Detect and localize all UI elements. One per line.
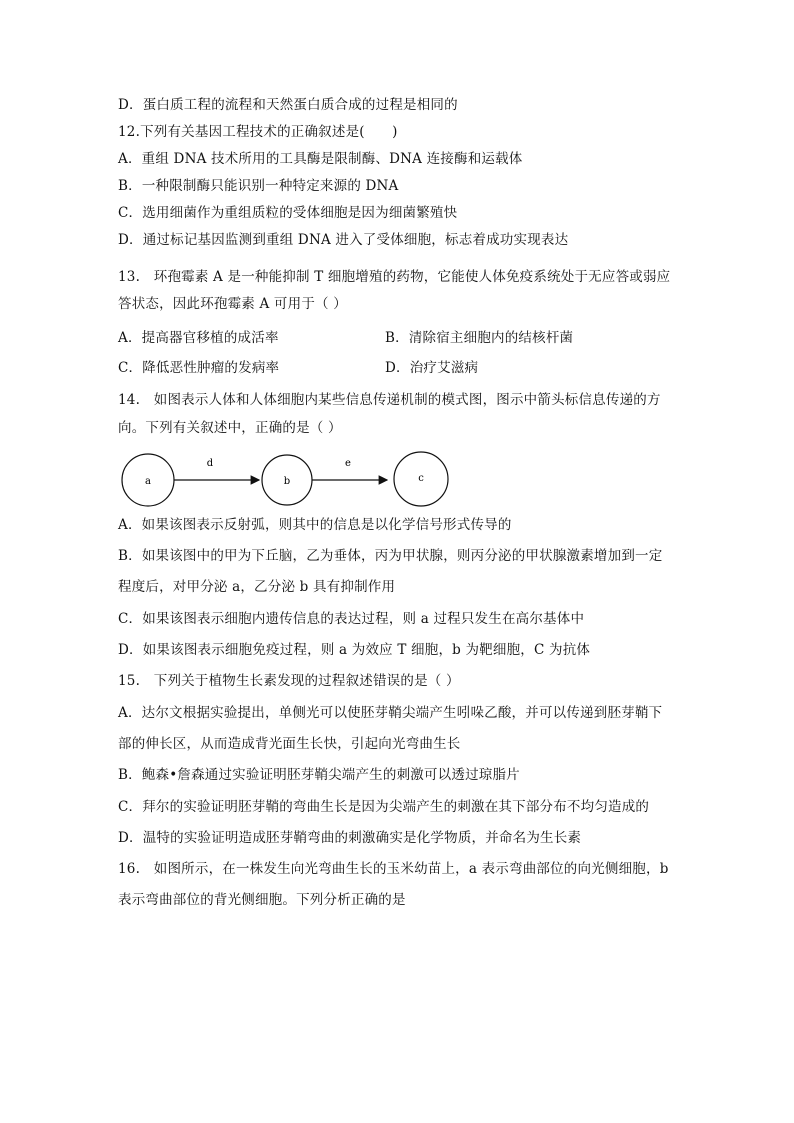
- q14-option-c: C．如果该图表示细胞内遗传信息的表达过程，则 a 过程只发生在高尔基体中: [118, 611, 585, 627]
- q12-option-d: D．通过标记基因监测到重组 DNA 进入了受体细胞，标志着成功实现表达: [118, 232, 569, 248]
- q16-stem-line1: 16. 如图所示，在一株发生向光弯曲生长的玉米幼苗上，a 表示弯曲部位的向光侧细胞，b: [118, 861, 669, 877]
- q14-stem-line1: 14. 如图表示人体和人体细胞内某些信息传递机制的模式图，图示中箭头标信息传递的方: [118, 392, 661, 408]
- signal-flow-diagram: [115, 448, 455, 510]
- arrow-d-label: d: [206, 458, 214, 469]
- q12-stem: 12.下列有关基因工程技术的正确叙述是( ): [118, 124, 398, 140]
- q12-option-c: C．选用细菌作为重组质粒的受体细胞是因为细菌繁殖快: [118, 205, 458, 221]
- node-a-label: a: [145, 476, 151, 487]
- q16-stem-line2: 表示弯曲部位的背光侧细胞。下列分析正确的是: [118, 892, 406, 908]
- q14-option-b-line1: B．如果该图中的甲为下丘脑，乙为垂体，丙为甲状腺，则丙分泌的甲状腺激素增加到一定: [118, 548, 663, 564]
- q14-option-b-line2: 程度后，对甲分泌 a，乙分泌 b 具有抑制作用: [118, 579, 396, 595]
- q13-stem-line1: 13. 环孢霉素 A 是一种能抑制 T 细胞增殖的药物，它能使人体免疫系统处于无应答或弱应: [118, 269, 671, 285]
- arrow-e-label: e: [345, 458, 351, 469]
- node-c-label: c: [418, 473, 424, 484]
- q13-option-c: C．降低恶性肿瘤的发病率: [118, 360, 280, 376]
- q15-option-b: B．鲍森•詹森通过实验证明胚芽鞘尖端产生的刺激可以透过琼脂片: [118, 767, 520, 783]
- node-b-label: b: [283, 476, 291, 487]
- q14-stem-line2: 向。下列有关叙述中，正确的是（ ）: [118, 420, 342, 436]
- q13-stem-line2: 答状态，因此环孢霉素 A 可用于（ ）: [118, 296, 347, 312]
- q14-option-d: D．如果该图表示细胞免疫过程，则 a 为效应 T 细胞，b 为靶细胞，C 为抗体: [118, 642, 591, 658]
- q12-option-a: A．重组 DNA 技术所用的工具酶是限制酶、DNA 连接酶和运载体: [118, 151, 523, 167]
- q12-option-b: B．一种限制酶只能识别一种特定来源的 DNA: [118, 178, 399, 194]
- q13-option-b: B．清除宿主细胞内的结核杆菌: [385, 330, 574, 346]
- q15-stem: 15. 下列关于植物生长素发现的过程叙述错误的是（ ）: [118, 673, 460, 689]
- q11-option-d: D．蛋白质工程的流程和天然蛋白质合成的过程是相同的: [118, 97, 458, 113]
- q15-option-a-line1: A．达尔文根据实验提出，单侧光可以使胚芽鞘尖端产生吲哚乙酸，并可以传递到胚芽鞘下: [118, 705, 663, 721]
- q13-option-d: D．治疗艾滋病: [385, 360, 479, 376]
- q14-option-a: A．如果该图表示反射弧，则其中的信息是以化学信号形式传导的: [118, 517, 512, 533]
- q15-option-d: D．温特的实验证明造成胚芽鞘弯曲的刺激确实是化学物质，并命名为生长素: [118, 830, 582, 846]
- q13-option-a: A．提高器官移植的成活率: [118, 330, 279, 346]
- q15-option-a-line2: 部的伸长区，从而造成背光面生长快，引起向光弯曲生长: [118, 736, 461, 752]
- q15-option-c: C．拜尔的实验证明胚芽鞘的弯曲生长是因为尖端产生的刺激在其下部分布不均匀造成的: [118, 799, 650, 815]
